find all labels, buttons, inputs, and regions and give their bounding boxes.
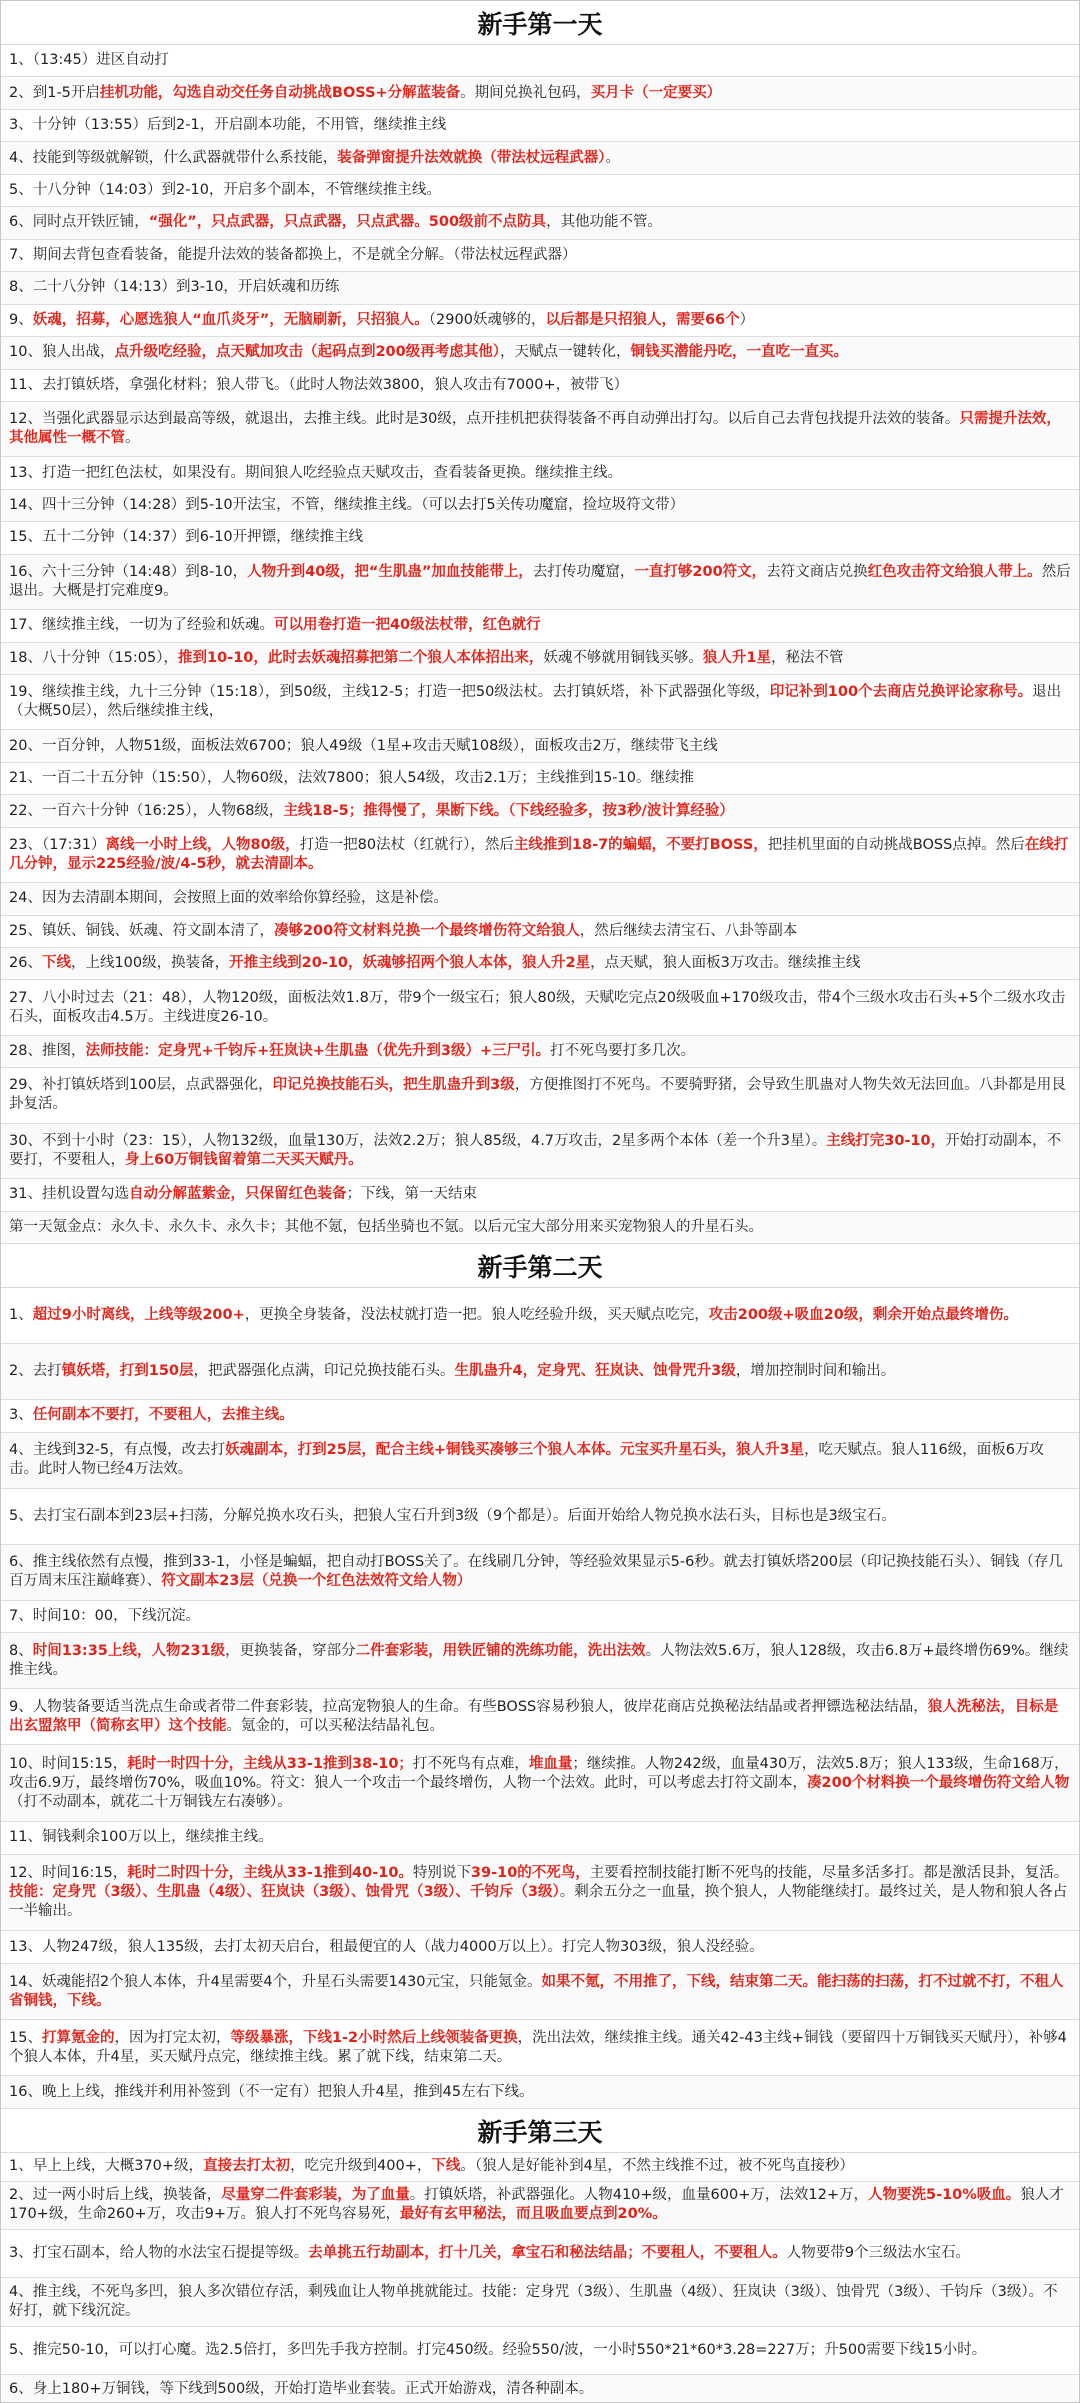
highlight-text: 去单挑五行劫副本，打十几关，拿宝石和秘法结晶；不要租人，不要租人。: [308, 2245, 787, 2262]
guide-step-text: [9, 1607, 200, 1626]
highlight-text: 点升级吃经验，点天赋加攻击（起码点到200级再考虑其他）: [114, 344, 500, 361]
step-text: 5、十八分钟（14:03）到2-10，开启多个副本，不管继续推主线。: [9, 182, 441, 199]
guide-step-row: [1, 763, 1079, 795]
step-text: 1、: [9, 1306, 33, 1323]
highlight-text: 红色攻击符文给狼人带上。: [867, 563, 1042, 580]
step-text: 去符文商店兑换: [766, 563, 868, 580]
guide-step-row: [1, 643, 1079, 675]
step-text: 第一天氪金点：永久卡、永久卡、永久卡；其他不氪，包括坐骑也不氪。以后元宝大部分用来买宠物狼人的升星石头。: [9, 1218, 763, 1235]
step-text: （打不动副本，就花二十万铜钱左右凑够）。: [9, 1793, 292, 1810]
step-text: 17、继续推主线，一切为了经验和妖魂。: [9, 617, 274, 634]
step-text: 30、不到十小时（23：15），人物132级，血量130万，法效2.2万；狼人85级，4.7万攻击，2星多两个本体（差一个升3星）。: [9, 1132, 827, 1149]
guide-step-row: [1, 2278, 1079, 2326]
guide-step-row: [1, 2020, 1079, 2076]
guide-step-text: [9, 1698, 1071, 1736]
section-title: 新手第二天: [1, 1244, 1079, 1288]
row-list: [1, 45, 1079, 1244]
highlight-text: “强化”，只点武器，只点武器，只点武器。500级前不点防具: [148, 214, 547, 231]
guide-step-row: [1, 370, 1079, 402]
guide-step-text: [9, 2283, 1071, 2321]
step-text: 打不死鸟有点难，: [412, 1755, 529, 1772]
step-text: ，然后继续去清宝石、八卦等副本: [579, 922, 798, 939]
highlight-text: 铜钱买潜能丹吃，一直吃一直买。: [630, 344, 848, 361]
highlight-text: 符文副本23层（兑换一个红色法效符文给人物）: [161, 1573, 472, 1590]
step-text: 妖魂不够就用铜钱买够。: [543, 649, 703, 666]
step-text: 打不死鸟要打多几次。: [550, 1043, 696, 1060]
step-text: 然后退出。大概是打完难度9。: [9, 563, 1071, 599]
step-text: 5、去打宝石副本到23层+扫荡，分解兑换水攻石头，把狼人宝石升到3级（9个都是）。后面开始给人物兑换水法石头，目标也是3级宝石。: [9, 1507, 896, 1524]
guide-step-row: [1, 2230, 1079, 2278]
guide-step-row: [1, 1745, 1079, 1822]
guide-step-text: [9, 1938, 764, 1957]
highlight-text: 镇妖塔，打到150层: [61, 1362, 194, 1379]
guide-step-text: [9, 343, 848, 362]
step-text: 特别说下: [412, 1865, 471, 1882]
step-text: 狼人才170+级，生命260+万，攻击9+万。狼人打不死鸟容易死，: [9, 2187, 1064, 2223]
highlight-text: 印记兑换技能石头，把生肌蛊升到3级: [272, 1077, 515, 1094]
step-text: 9、: [9, 311, 33, 328]
step-text: 15、五十二分钟（14:37）到6-10开押镖，继续推主线: [9, 529, 364, 546]
step-text: ，把武器强化点满，印记兑换技能石头。: [193, 1362, 455, 1379]
guide-step-row: [1, 45, 1079, 77]
step-text: 28、推图，: [9, 1043, 86, 1060]
guide-step-text: [9, 563, 1071, 601]
guide-step-text: [9, 1042, 695, 1061]
highlight-text: 尽量穿二件套彩装，为了血量: [221, 2187, 410, 2204]
step-text: 15、: [9, 2029, 42, 2046]
row-list: [1, 2153, 1079, 2403]
guide-step-text: [9, 1362, 895, 1381]
highlight-text: 下线: [431, 2158, 461, 2175]
guide-step-row: [1, 883, 1079, 915]
guide-step-text: [9, 464, 622, 483]
step-text: ，方便推图打不死鸟。不要骑野猪，会导致生肌蛊对人物失效无法回血。八卦都是用艮卦复活。: [9, 1077, 1066, 1113]
highlight-text: 妖魂，招募，心愿选狼人“血爪炎牙”，无脑刷新，只招狼人。: [32, 311, 429, 328]
highlight-text: 人物升到40级，把“生肌蛊”加血技能带上，: [247, 563, 533, 580]
guide-step-row: [1, 916, 1079, 948]
step-text: ，增加控制时间和输出。: [735, 1362, 896, 1379]
guide-step-row: [1, 2327, 1079, 2375]
guide-step-row: [1, 1822, 1079, 1855]
step-text: 16、六十三分钟（14:48）到8-10，: [9, 563, 248, 580]
guide-step-text: [9, 2186, 1071, 2224]
highlight-text: 耗时二时四十分，主线从33-1推到40-10。: [127, 1865, 413, 1882]
step-text: ，因为打完太初，: [114, 2029, 231, 2046]
highlight-text: 二件套彩装，用铁匠铺的洗练功能，洗出法效: [355, 1642, 646, 1659]
guide-step-text: [9, 649, 843, 668]
guide-step-row: [1, 1931, 1079, 1964]
highlight-text: 打算氪金的: [41, 2029, 115, 2046]
guide-step-row: [1, 402, 1079, 457]
step-text: 11、铜钱剩余100万以上，继续推主线。: [9, 1829, 273, 1846]
step-text: 7、时间10：00，下线沉淀。: [9, 1608, 201, 1625]
highlight-text: 挂机功能，勾选自动交任务自动挑战BOSS+分解蓝装备: [99, 84, 461, 101]
highlight-text: 最好有玄甲秘法，而且吸血要点到20%。: [400, 2206, 667, 2223]
step-text: 20、一百分钟，人物51级，面板法效6700；狼人49级（1星+攻击天赋108级），面板攻击2万，继续带飞主线: [9, 737, 718, 754]
highlight-text: 凑200个材料换一个最终增伤符文给人物: [807, 1774, 1070, 1791]
step-text: 5、推完50-10，可以打心魔。选2.5倍打，多凹先手我方控制。打完450级。经验550/波，一小时550*21*60*3.28=227万；升500需要下线15小时。: [9, 2342, 987, 2359]
guide-step-text: [9, 1973, 1071, 2011]
step-text: 4、主线到32-5，有点慢，改去打: [9, 1442, 226, 1459]
highlight-text: 在线打几分钟，显示225经验/波/4-5秒，就去清副本。: [9, 836, 1069, 872]
step-text: ，更换全身装备，没法杖就打造一把。狼人吃经验升级，买天赋点吃完，: [244, 1306, 709, 1323]
highlight-text: 推到10-10，此时去妖魂招募把第二个狼人本体招出来，: [178, 649, 544, 666]
guide-step-text: [9, 149, 620, 168]
guide-step-row: [1, 305, 1079, 337]
highlight-text: 可以用卷打造一把40级法杖带，红色就行: [273, 617, 541, 634]
highlight-text: 狼人洗秘法，目标是出玄盟煞甲（简称玄甲）这个技能: [9, 1698, 1059, 1734]
step-text: 4、技能到等级就解锁，什么武器就带什么系技能，: [9, 149, 338, 166]
highlight-text: 以后都是只招狼人，需要66个: [545, 311, 740, 328]
guide-step-text: [9, 989, 1071, 1027]
highlight-text: 妖魂副本，打到25层，配合主线+铜钱买凑够三个狼人本体。元宝买升星石头，狼人升3星: [225, 1442, 805, 1459]
highlight-text: 装备弹窗提升法效就换（带法杖远程武器）: [337, 149, 606, 166]
guide-step-text: [9, 496, 684, 515]
guide-step-row: [1, 555, 1079, 610]
guide-step-row: [1, 948, 1079, 980]
guide-step-row: [1, 1689, 1079, 1745]
guide-step-text: [9, 1441, 1071, 1479]
guide-step-row: [1, 980, 1079, 1035]
step-text: 7、期间去背包查看装备，能提升法效的装备都换上，不是就全分解。（带法杖远程武器）: [9, 246, 577, 263]
guide-step-text: [9, 836, 1071, 874]
guide-step-row: [1, 675, 1079, 730]
step-text: 3、打宝石副本，给人物的水法宝石提提等级。: [9, 2245, 309, 2262]
highlight-text: 39-10的不死鸟，: [470, 1865, 590, 1882]
step-text: 19、继续推主线，九十三分钟（15:18），到50级，主线12-5；打造一把50级法杖。去打镇妖塔，补下武器强化等级，: [9, 684, 770, 701]
guide-step-text: [9, 802, 734, 821]
highlight-text: 只需提升法效，其他属性一概不管: [9, 411, 1061, 447]
step-text: 24、因为去清副本期间，会按照上面的效率给你算经验，这是补偿。: [9, 890, 448, 907]
guide-step-row: [1, 175, 1079, 207]
highlight-text: 凑够200符文材料兑换一个最终增伤符文给狼人: [273, 922, 580, 939]
highlight-text: 直接去打太初: [203, 2158, 291, 2175]
guide-step-row: [1, 490, 1079, 522]
guide-step-row: [1, 1212, 1079, 1244]
highlight-text: 耗时一时四十分，主线从33-1推到38-10；: [127, 1755, 413, 1772]
guide-step-row: [1, 457, 1079, 489]
step-text: 10、时间15:15，: [9, 1755, 128, 1772]
guide-step-row: [1, 207, 1079, 239]
step-text: 11、去打镇妖塔，拿强化材料；狼人带飞。（此时人物法效3800，狼人攻击有7000+，被带飞）: [9, 376, 629, 393]
guide-step-text: [9, 2083, 534, 2102]
section-day-2: [1, 1244, 1079, 2109]
guide-step-row: [1, 1964, 1079, 2020]
step-text: 4、推主线，不死鸟多凹，狼人多次错位存活，剩残血让人物单挑就能过。技能：定身咒（3级）、生肌蛊（4级）、狂岚诀（3级）、蚀骨咒（3级）、千钧斥（3级）。不好打，就下线沉淀。: [9, 2284, 1058, 2320]
guide-step-row: [1, 337, 1079, 369]
guide-step-row: [1, 1288, 1079, 1344]
guide-step-text: [9, 311, 754, 330]
step-text: 27、八小时过去（21：48），人物120级，面板法效1.8万，带9个一级宝石；狼人80级，天赋吃完点20级吸血+170级攻击，带4个三级水攻击石头+5个二级水攻击石头，面板攻击4.5万。主线进度26-10。: [9, 989, 1066, 1025]
step-text: ，更换装备，穿部分: [225, 1642, 356, 1659]
step-text: 26、: [9, 955, 42, 972]
guide-step-text: [9, 84, 721, 103]
guide-step-row: [1, 1179, 1079, 1211]
guide-step-text: [9, 1406, 294, 1425]
guide-step-text: [9, 51, 169, 70]
guide-step-row: [1, 1068, 1079, 1123]
guide-step-text: [9, 410, 1071, 448]
highlight-text: 开推主线到20-10，妖魂够招两个狼人本体，狼人升2星: [229, 955, 591, 972]
section-day-1: [1, 1, 1079, 1244]
step-text: 。氪金的，可以买秘法结晶礼包。: [226, 1717, 444, 1734]
highlight-text: 超过9小时离线，上线等级200+: [32, 1306, 245, 1323]
step-text: （2900妖魂够的，: [428, 311, 546, 328]
guide-step-row: [1, 2182, 1079, 2230]
guide-step-row: [1, 2076, 1079, 2109]
step-text: 6、推主线依然有点慢，推到33-1，小怪是蝙蝠，把自动打BOSS关了。在线刷几分钟，等经验效果显示5-6秒。就去打镇妖塔200层（印记换技能石头）、铜钱（存几百万周末压注巅峰赛）、: [9, 1554, 1063, 1590]
guide-step-row: [1, 1601, 1079, 1634]
step-text: 25、镇妖、铜钱、妖魂、符文副本清了，: [9, 922, 274, 939]
step-text: 29、补打镇妖塔到100层，点武器强化，: [9, 1077, 273, 1094]
guide-step-row: [1, 828, 1079, 883]
highlight-text: 如果不氪，不用推了，下线，结束第二天。能扫荡的扫荡，打不过就不打，不租人省铜钱，下线。: [9, 1973, 1064, 2009]
step-text: 。: [605, 149, 620, 166]
step-text: 2、到1-5开启: [9, 84, 100, 101]
highlight-text: 印记补到100个去商店兑换评论家称号。: [769, 684, 1033, 701]
highlight-text: 主线打完30-10，: [826, 1132, 946, 1149]
guide-step-row: [1, 795, 1079, 827]
highlight-text: 主线18-5；推得慢了，果断下线。（下线经验多，按3秒/波计算经验）: [283, 802, 734, 819]
highlight-text: 生肌蛊升4，定身咒、狂岚诀、蚀骨咒升3级: [454, 1362, 736, 1379]
step-text: 6、身上180+万铜钱，等下线到500级，开始打造毕业套装。正式开始游戏，清各种副本。: [9, 2380, 594, 2397]
guide-step-text: [9, 1507, 896, 1526]
step-text: 主要看控制技能打断不死鸟的技能，尽量多活多打。都是激活艮卦，复活。: [589, 1865, 1069, 1882]
guide-step-row: [1, 610, 1079, 642]
step-text: 23、（17:31）: [9, 836, 106, 853]
guide-step-text: [9, 116, 446, 135]
guide-step-text: [9, 278, 339, 297]
guide-step-text: [9, 1828, 273, 1847]
section-day-3: [1, 2109, 1079, 2403]
step-text: 14、四十三分钟（14:28）到5-10开法宝，不管，继续推主线。（可以去打5关传功魔窟，捡垃圾符文带）: [9, 497, 685, 514]
guide-step-row: [1, 522, 1079, 554]
guide-step-text: [9, 2244, 970, 2263]
step-text: ；继续推。人物242级，血量430万，法效5.8万；狼人133级，生命168万，攻击6.9万，最终增伤70%，吸血10%。符文：狼人一个攻击一个最终增伤，人物一个法效。此时，可以考虑去打符文副本，: [9, 1755, 1069, 1791]
guide-step-row: [1, 1855, 1079, 1932]
step-text: 。人物法效5.6万，狼人128级，攻击6.8万+最终增伤69%。继续推主线。: [9, 1642, 1069, 1678]
guide-step-text: [9, 2157, 854, 2176]
guide-step-text: [9, 2380, 593, 2399]
highlight-text: 法师技能：定身咒+千钧斥+狂岚诀+生肌蛊（优先升到3级）+三尸引。: [85, 1043, 551, 1060]
section-title: 新手第三天: [1, 2109, 1079, 2153]
step-text: 2、去打: [9, 1362, 62, 1379]
step-text: 13、打造一把红色法杖，如果没有。期间狼人吃经验点天赋攻击，查看装备更换。继续推主线。: [9, 464, 622, 481]
guide-step-text: [9, 1306, 1018, 1325]
step-text: 。期间兑换礼包码，: [460, 84, 591, 101]
step-text: 18、八十分钟（15:05），: [9, 649, 178, 666]
guide-step-row: [1, 2375, 1079, 2403]
step-text: ，上线100级，换装备，: [70, 955, 230, 972]
guide-step-row: [1, 1400, 1079, 1433]
step-text: 8、: [9, 1642, 33, 1659]
guide-step-text: [9, 954, 860, 973]
step-text: 12、时间16:15，: [9, 1865, 128, 1882]
guide-step-row: [1, 1489, 1079, 1545]
highlight-text: 下线: [41, 955, 71, 972]
highlight-text: 技能：定身咒（3级）、生肌蛊（4级）、狂岚诀（3级）、蚀骨咒（3级）、千钧斥（3级）: [9, 1884, 560, 1901]
step-text: ，天赋点一键转化，: [499, 344, 631, 361]
step-text: 1、（13:45）进区自动打: [9, 52, 169, 69]
step-text: 把挂机里面的自动挑战BOSS点掉。然后: [767, 836, 1025, 853]
step-text: 3、十分钟（13:55）后到2-1，开启副本功能，不用管，继续推主线: [9, 117, 447, 134]
guide-step-text: [9, 769, 694, 788]
guide-step-text: [9, 1076, 1071, 1114]
step-text: ）: [739, 311, 755, 328]
highlight-text: 一直打够200符文，: [634, 563, 767, 580]
highlight-text: 堆血量: [528, 1755, 573, 1772]
step-text: 人物要带9个三级法水宝石。: [786, 2245, 970, 2262]
guide-step-text: [9, 737, 718, 756]
guide-step-row: [1, 730, 1079, 762]
step-text: 21、一百二十五分钟（15:50），人物60级，法效7800；狼人54级，攻击2.1万；主线推到15-10。继续推: [9, 770, 694, 787]
step-text: ，其他功能不管。: [546, 214, 663, 231]
step-text: 2、过一两小时后上线，换装备，: [9, 2187, 222, 2204]
highlight-text: 狼人升1星: [702, 649, 771, 666]
step-text: ，秘法不管: [770, 649, 844, 666]
step-text: 。（狼人是好能补到4星，不然主线推不过，被不死鸟直接秒）: [460, 2158, 854, 2175]
guide-step-text: [9, 1864, 1071, 1921]
guide-step-row: [1, 272, 1079, 304]
guide-step-text: [9, 922, 797, 941]
step-text: 22、一百六十分钟（16:25），人物68级，: [9, 802, 284, 819]
highlight-text: 等级暴涨，下线1-2小时然后上线领装备更换: [230, 2029, 518, 2046]
guide-step-row: [1, 110, 1079, 142]
guide-step-row: [1, 1344, 1079, 1400]
guide-step-text: [9, 1642, 1071, 1680]
step-text: 1、早上上线，大概370+级，: [9, 2158, 204, 2175]
highlight-text: 买月卡（一定要买）: [590, 84, 722, 101]
step-text: ，吃完升级到400+，: [290, 2158, 432, 2175]
step-text: 。剩余五分之一血量，换个狼人，人物能继续打。最终过关，是人物和狼人各占一半输出。: [9, 1884, 1068, 1920]
guide-step-text: [9, 2341, 986, 2360]
guide-step-text: [9, 181, 441, 200]
step-text: 6、同时点开铁匠铺，: [9, 214, 149, 231]
highlight-text: 任何副本不要打，不要租人，去推主线。: [32, 1407, 294, 1424]
step-text: 。打镇妖塔，补武器强化。人物410+级，血量600+万，法效12+万，: [409, 2187, 868, 2204]
guide-step-text: [9, 616, 541, 635]
highlight-text: 离线一小时上线，人物80级，: [105, 836, 300, 853]
guide-step-row: [1, 142, 1079, 174]
guide-step-text: [9, 1553, 1071, 1591]
step-text: 12、当强化武器显示达到最高等级，就退出，去推主线。此时是30级，点开挂机把获得装备不再自动弹出打勾。以后自己去背包找提升法效的装备。: [9, 411, 960, 428]
guide-step-row: [1, 1433, 1079, 1489]
guide-step-text: [9, 1218, 763, 1237]
guide-step-row: [1, 240, 1079, 272]
guide-step-text: [9, 1132, 1071, 1170]
guide-step-text: [9, 1755, 1071, 1812]
step-text: 。: [125, 430, 140, 447]
guide-step-text: [9, 1185, 477, 1204]
guide-step-text: [9, 683, 1071, 721]
highlight-text: 自动分解蓝紫金，只保留红色装备: [128, 1186, 347, 1203]
section-title: 新手第一天: [1, 1, 1079, 45]
guide-step-row: [1, 1633, 1079, 1689]
step-text: 10、狼人出战，: [9, 344, 115, 361]
guide-step-row: [1, 2153, 1079, 2182]
step-text: 去打传功魔窟，: [532, 563, 635, 580]
guide-step-row: [1, 1545, 1079, 1601]
highlight-text: 攻击200级+吸血20级，剩余开始点最终增伤。: [708, 1306, 1018, 1323]
step-text: 开始打动副本，不要打，不要租人，: [9, 1132, 1062, 1168]
guide-step-text: [9, 246, 576, 265]
step-text: 打造一把80法杖（红就行），然后: [299, 836, 514, 853]
step-text: ，洗出法效，继续推主线。通关42-43主线+铜钱（要留四十万铜钱买天赋丹），补够4个狼人本体，升4星，买天赋丹点完，继续推主线。累了就下线，结束第二天。: [9, 2029, 1067, 2065]
row-list: [1, 1288, 1079, 2109]
step-text: 退出（大概50层），然后继续推主线，: [9, 684, 1062, 720]
guide-step-row: [1, 1036, 1079, 1068]
step-text: ，点天赋，狼人面板3万攻击。继续推主线: [590, 955, 861, 972]
highlight-text: 主线推到18-7的蝙蝠，不要打BOSS，: [513, 836, 768, 853]
step-text: ；下线，第一天结束: [346, 1186, 477, 1203]
guide-step-text: [9, 376, 628, 395]
step-text: 14、妖魂能招2个狼人本体，升4星需要4个，升星石头需要1430元宝，只能氪金。: [9, 1973, 542, 1990]
guide-step-row: [1, 77, 1079, 109]
guide-step-row: [1, 1124, 1079, 1179]
step-text: ，吃天赋点。狼人116级，面板6万攻击。此时人物已经4万法效。: [9, 1442, 1044, 1478]
step-text: 31、挂机设置勾选: [9, 1186, 129, 1203]
step-text: 13、人物247级，狼人135级，去打太初天启台，租最便宜的人（战力4000万以上）。打完人物303级，狼人没经验。: [9, 1938, 764, 1955]
guide-step-text: [9, 528, 363, 547]
highlight-text: 身上60万铜钱留着第二天买天赋丹。: [125, 1151, 363, 1168]
guide-step-text: [9, 889, 448, 908]
highlight-text: 人物要洗5-10%吸血。: [867, 2187, 1021, 2204]
guide-step-text: [9, 2029, 1071, 2067]
step-text: 9、人物装备要适当洗点生命或者带二件套彩装，拉高宠物狼人的生命。有些BOSS容易秒狼人，彼岸花商店兑换秘法结晶或者押镖选秘法结晶，: [9, 1698, 928, 1715]
guide-step-text: [9, 213, 662, 232]
step-text: 8、二十八分钟（14:13）到3-10，开启妖魂和历练: [9, 279, 340, 296]
step-text: 3、: [9, 1407, 33, 1424]
step-text: 16、晚上上线，推线并利用补签到（不一定有）把狼人升4星，推到45左右下线。: [9, 2083, 534, 2100]
highlight-text: 时间13:35上线，人物231级: [32, 1642, 226, 1659]
